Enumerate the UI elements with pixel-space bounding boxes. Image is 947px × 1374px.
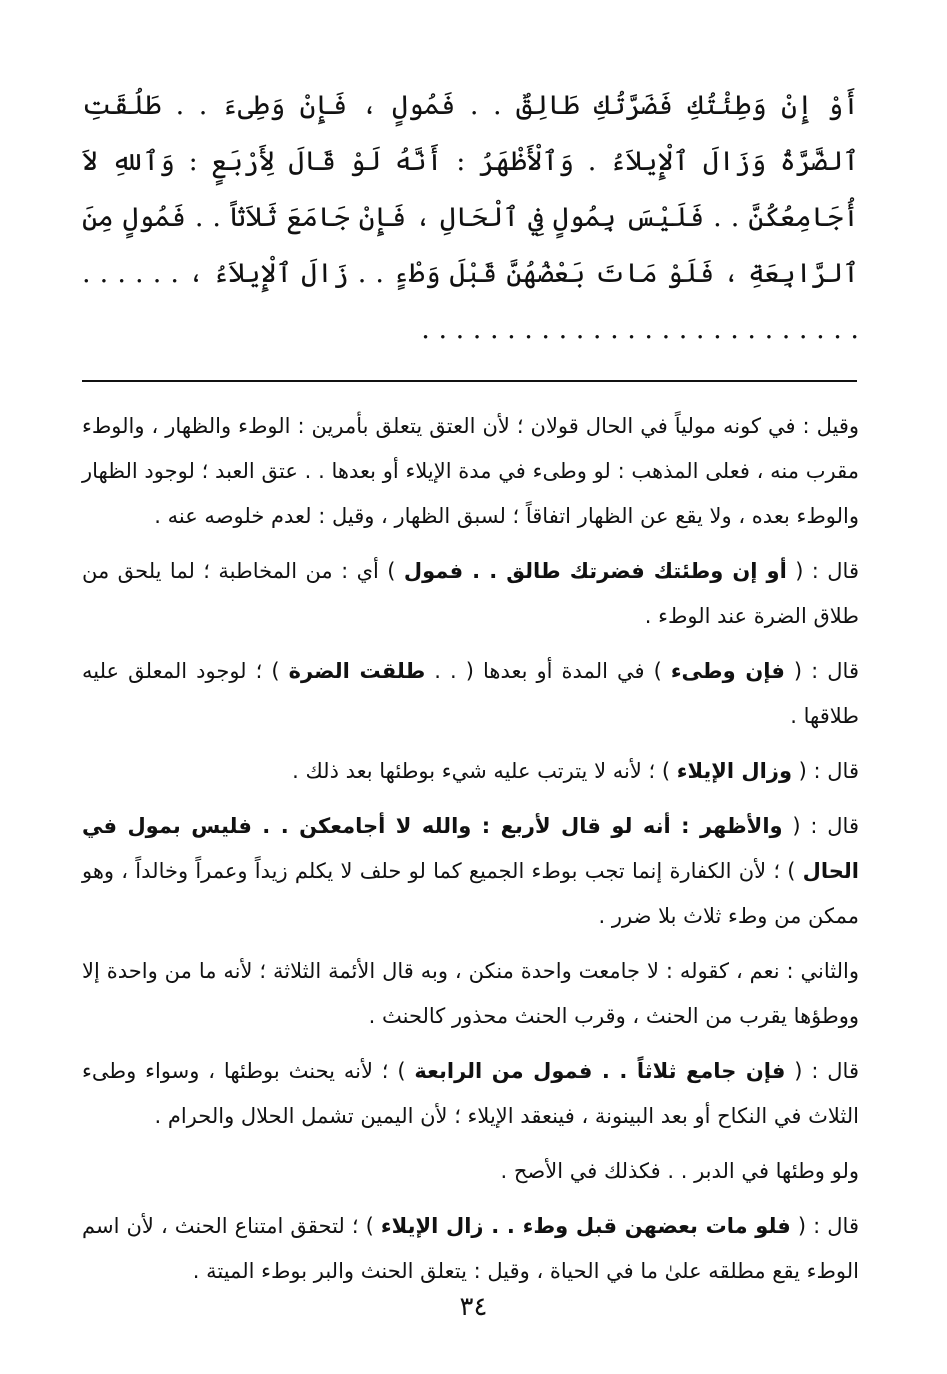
commentary-paragraph bbox=[82, 749, 859, 794]
main-text-paragraph: أَوْ إِنْ وَطِئْتُكِ فَضَرَّتُكِ طَالِقٌ . . فَمُولٍ ، فَإِنْ وَطِىءَ . . طَلُقَتِ ٱلضَّرَّةُ وَزَالَ ٱلْإِيلاَءُ . وَٱلْأَظْهَرُ : أَنَّهُ لَوْ قَالَ لِأَرْبَعٍ : وَٱللهِ لاَ أُجَامِعُكُنَّ . . فَلَيْسَ بِمُولٍ فِي ٱلْحَالِ ، فَإِنْ جَامَعَ ثَلاَثاً . . فَمُولٍ مِنَ ٱلرَّابِعَةِ ، فَلَوْ مَاتَ بَعْضُهُنَّ قَبْلَ وَطْءٍ . . زَالَ ٱلْإِيلاَءُ ، . . . . . . . . . . . . . . . . . . . . . . . . . . . . . . . . bbox=[82, 90, 859, 345]
commentary-text: ) ؛ لأن الكفارة إنما تجب بوطء الجميع كما لو حلف لا يكلم زيداً وعمراً وخالداً ، وهو ممكن من وطء ثلاث بلا ضرر . bbox=[82, 859, 859, 928]
commentary-text: ولو وطئها في الدبر . . فكذلك في الأصح . bbox=[500, 1159, 859, 1183]
commentary-text: قال : ( bbox=[785, 1059, 859, 1083]
main-text-block bbox=[82, 78, 859, 358]
commentary-text: وقيل : في كونه مولياً في الحال قولان ؛ لأن العتق يتعلق بأمرين : الوطء والظهار ، والوطء مقرب منه ، فعلى المذهب : لو وطىء في مدة الإيلاء أو بعدها . . عتق العبد ؛ لوجود الظهار والوطء بعده ، ولا يقع عن الظهار اتفاقاً ؛ لسبق الظهار ، وقيل : لعدم خلوصه عنه . bbox=[82, 414, 859, 528]
commentary-text: قال : ( bbox=[784, 659, 859, 683]
quoted-main-text: أو إن وطئتك فضرتك طالق . . فمول bbox=[403, 559, 787, 583]
quoted-main-text: وزال الإيلاء bbox=[676, 759, 792, 783]
commentary-text: ) ؛ لوجود المعلق عليه طلاقها . bbox=[82, 659, 859, 728]
quoted-main-text: طلقت الضرة bbox=[288, 659, 426, 683]
commentary-paragraph bbox=[82, 1204, 859, 1294]
commentary-paragraph bbox=[82, 649, 859, 739]
commentary-text: والثاني : نعم ، كقوله : لا جامعت واحدة منكن ، وبه قال الأئمة الثلاثة ؛ لأنه ما من واحدة إلا ووطؤها يقرب من الحنث ، وقرب الحنث محذور كالحنث . bbox=[82, 959, 859, 1028]
commentary-text: ) ؛ لتحقق امتناع الحنث ، لأن اسم الوطء يقع مطلقه علىٰ ما في الحياة ، وقيل : يتعلق الحنث والبر بوطء الميتة . bbox=[82, 1214, 859, 1283]
commentary-text: ) ؛ لأنه يحنث بوطئها ، وسواء وطىء الثلاث في النكاح أو بعد البينونة ، فينعقد الإيلاء ؛ لأن اليمين تشمل الحلال والحرام . bbox=[82, 1059, 859, 1128]
commentary-text: قال : ( bbox=[792, 759, 859, 783]
quoted-main-text: والأظهر : أنه لو قال لأربع : والله لا أجامعكن . . فليس بمول في الحال bbox=[82, 814, 859, 883]
commentary-paragraph bbox=[82, 549, 859, 639]
page-number: ٣٤ bbox=[459, 1292, 488, 1322]
commentary-text: قال : ( bbox=[786, 559, 859, 583]
commentary-block bbox=[82, 404, 859, 1294]
commentary-paragraph bbox=[82, 404, 859, 539]
commentary-paragraph bbox=[82, 804, 859, 939]
commentary-text: ) ؛ لأنه لا يترتب عليه شيء بوطئها بعد ذلك . bbox=[292, 759, 677, 783]
section-divider bbox=[82, 380, 857, 382]
commentary-text: قال : ( bbox=[790, 1214, 859, 1238]
quoted-main-text: فلو مات بعضهن قبل وطء . . زال الإيلاء bbox=[380, 1214, 791, 1238]
quoted-main-text: فإن جامع ثلاثاً . . فمول من الرابعة bbox=[414, 1059, 786, 1083]
commentary-paragraph bbox=[82, 949, 859, 1039]
commentary-text: ) أي : من المخاطبة ؛ لما يلحق من طلاق الضرة عند الوطء . bbox=[82, 559, 859, 628]
commentary-paragraph bbox=[82, 1149, 859, 1194]
commentary-text: قال : ( bbox=[782, 814, 859, 838]
quoted-main-text: فإن وطىء bbox=[670, 659, 785, 683]
commentary-paragraph bbox=[82, 1049, 859, 1139]
commentary-text: ) في المدة أو بعدها ( . . bbox=[425, 659, 671, 683]
